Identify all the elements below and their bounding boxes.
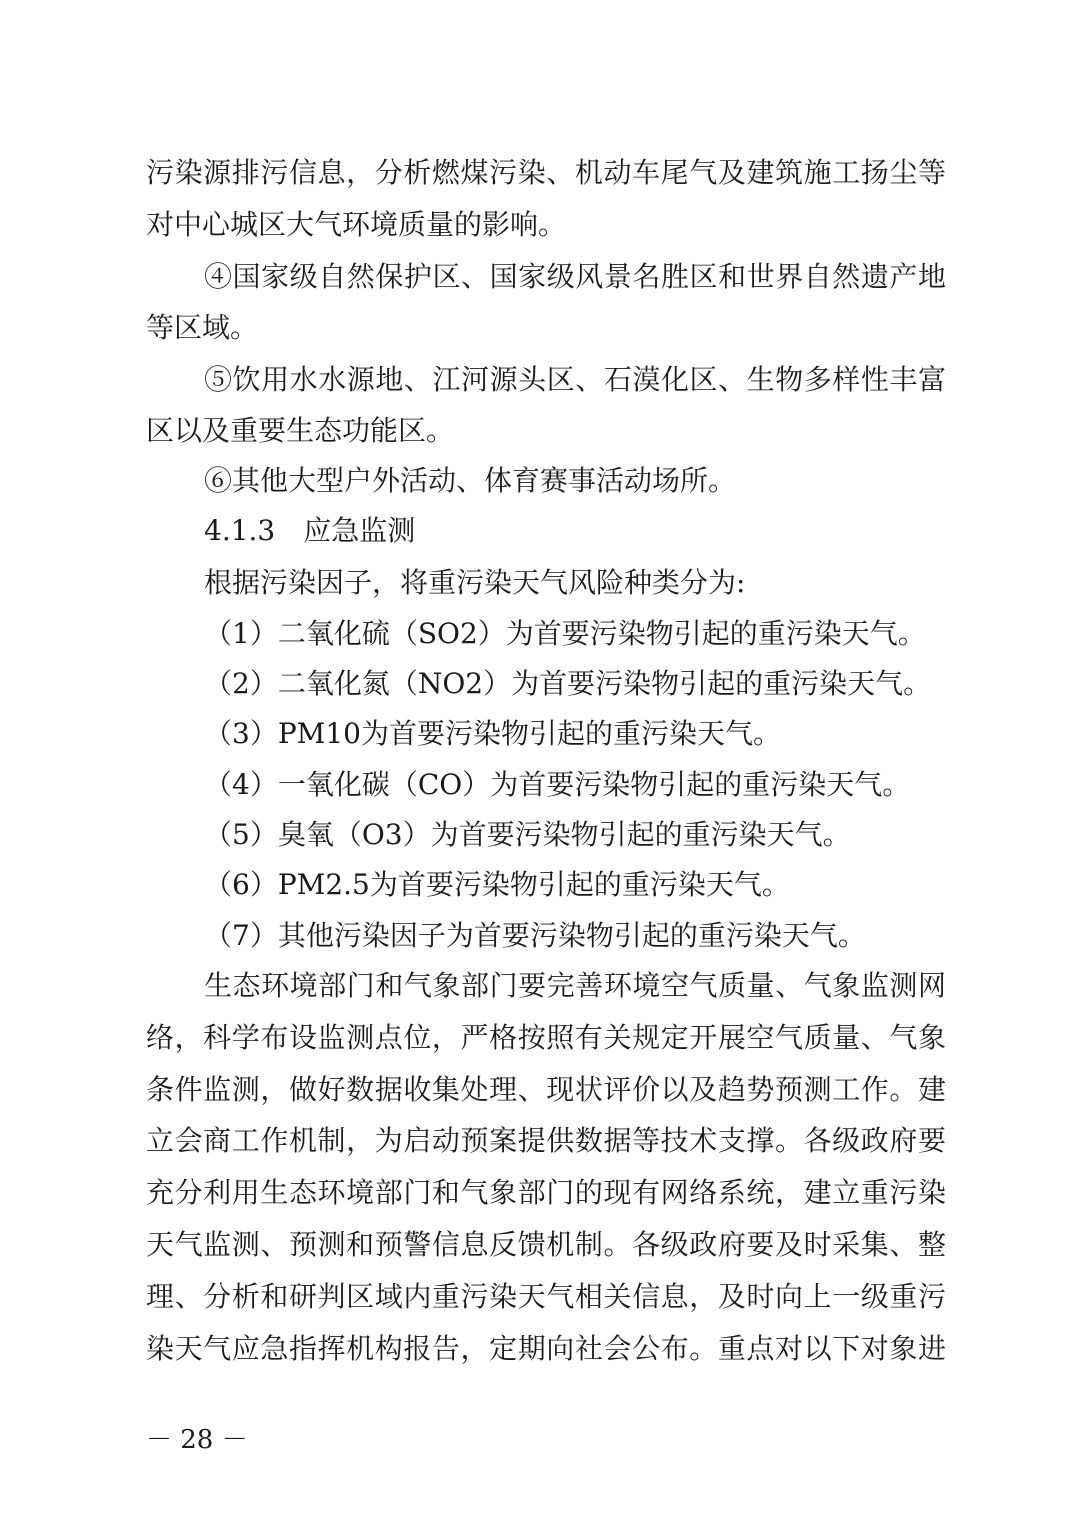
list-item: （5）臭氧（O3）为首要污染物引起的重污染天气。 [204,818,851,851]
text-line: 区以及重要生态功能区。 [146,414,455,447]
text-line: 对中心城区大气环境质量的影响。 [146,208,567,241]
text-line: ④国家级自然保护区、国家级风景名胜区和世界自然遗产地 [204,260,946,293]
text-line: 络，科学布设监测点位，严格按照有关规定开展空气质量、气象 [146,1021,946,1054]
list-item: （2）二氧化氮（NO2）为首要污染物引起的重污染天气。 [204,667,932,700]
page-number: － 28 － [146,1425,248,1455]
list-item: （7）其他污染因子为首要污染物引起的重污染天气。 [204,919,866,952]
text-line: 理、分析和研判区域内重污染天气相关信息，及时向上一级重污 [146,1280,946,1313]
text-line: 根据污染因子，将重污染天气风险种类分为: [204,566,746,599]
text-line: 污染源排污信息，分析燃煤污染、机动车尾气及建筑施工扬尘等 [146,156,946,189]
text-line: 条件监测，做好数据收集处理、现状评价以及趋势预测工作。建 [146,1073,946,1106]
text-line: 染天气应急指挥机构报告，定期向社会公布。重点对以下对象进 [146,1332,946,1365]
text-line: 生态环境部门和气象部门要完善环境空气质量、气象监测网 [204,969,946,1002]
section-heading: 4.1.3 应急监测 [204,514,416,547]
list-item: （6）PM2.5为首要污染物引起的重污染天气。 [204,868,790,901]
list-item: （1）二氧化硫（SO2）为首要污染物引起的重污染天气。 [204,617,926,650]
text-line: 立会商工作机制，为启动预案提供数据等技术支撑。各级政府要 [146,1124,946,1157]
list-item: （3）PM10为首要污染物引起的重污染天气。 [204,717,781,750]
text-line: 天气监测、预测和预警信息反馈机制。各级政府要及时采集、整 [146,1228,946,1261]
list-item: （4）一氧化碳（CO）为首要污染物引起的重污染天气。 [204,768,911,801]
text-line: ⑤饮用水水源地、江河源头区、石漠化区、生物多样性丰富 [204,363,946,396]
text-line: 充分利用生态环境部门和气象部门的现有网络系统，建立重污染 [146,1176,946,1209]
text-line: 等区域。 [146,311,259,344]
text-line: ⑥其他大型户外活动、体育赛事活动场所。 [204,464,737,497]
